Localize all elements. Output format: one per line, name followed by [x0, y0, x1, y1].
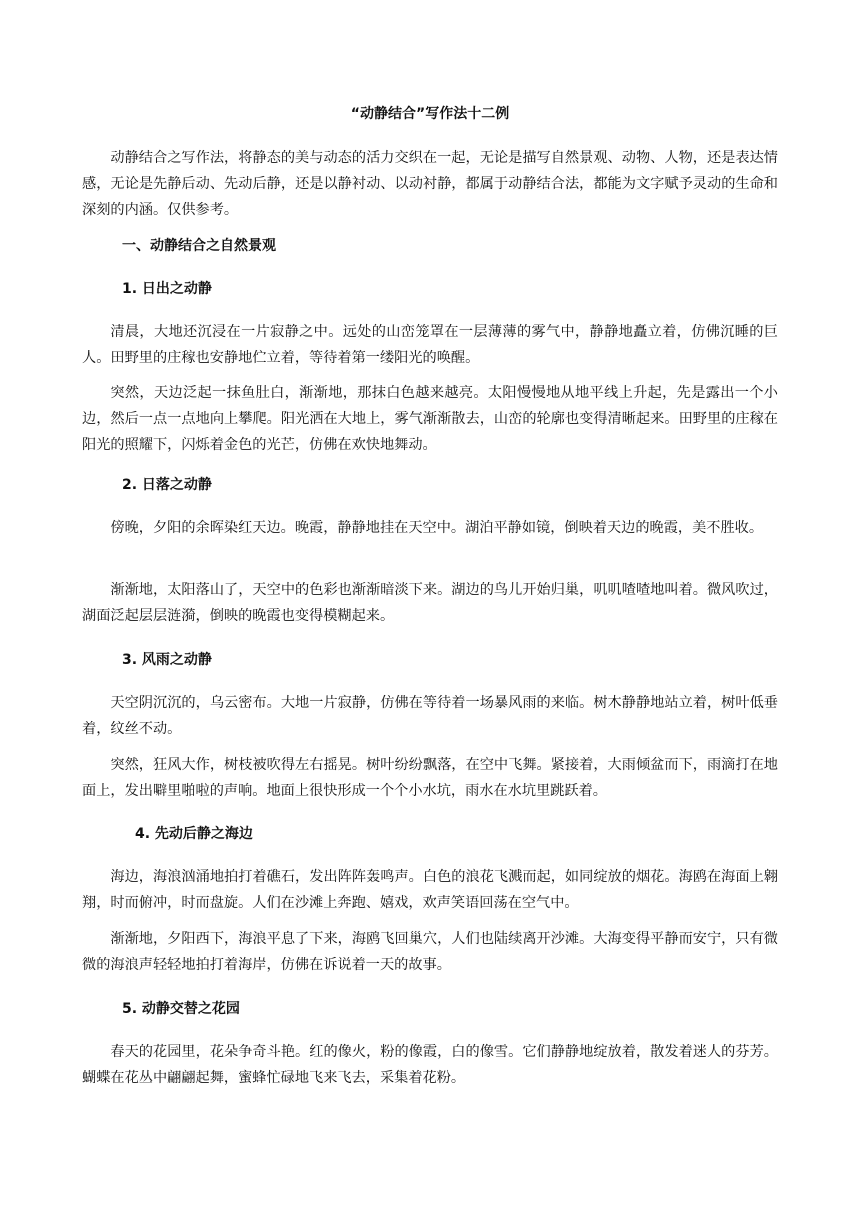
item-heading-storm: 3. 风雨之动静	[122, 652, 212, 668]
item-heading-sunrise: 1. 日出之动静	[122, 281, 212, 297]
item-heading-garden: 5. 动静交替之花园	[122, 1001, 240, 1017]
seaside-paragraph-2: 渐渐地，夕阳西下，海浪平息了下来，海鸥飞回巢穴，人们也陆续离开沙滩。大海变得平静而安宁，只有微微的海浪声轻轻地拍打着海岸，仿佛在诉说着一天的故事。	[82, 931, 778, 973]
garden-paragraph-1: 春天的花园里，花朵争奇斗艳。红的像火，粉的像霞，白的像雪。它们静静地绽放着，散发着迷人的芬芳。蝴蝶在花丛中翩翩起舞，蜜蜂忙碌地飞来飞去，采集着花粉。	[82, 1044, 778, 1086]
item-heading-seaside: 4. 先动后静之海边	[135, 826, 253, 842]
storm-paragraph-1: 天空阴沉沉的，乌云密布。大地一片寂静，仿佛在等待着一场暴风雨的来临。树木静静地站立着，树叶低垂着，纹丝不动。	[82, 695, 778, 737]
item-heading-sunset: 2. 日落之动静	[122, 477, 212, 493]
sunrise-paragraph-1: 清晨，大地还沉浸在一片寂静之中。远处的山峦笼罩在一层薄薄的雾气中，静静地矗立着，仿佛沉睡的巨人。田野里的庄稼也安静地伫立着，等待着第一缕阳光的唤醒。	[82, 324, 778, 366]
sunset-paragraph-1: 傍晚，夕阳的余晖染红天边。晚霞，静静地挂在天空中。湖泊平静如镜，倒映着天边的晚霞，美不胜收。	[110, 520, 764, 536]
sunset-paragraph-2: 渐渐地，太阳落山了，天空中的色彩也渐渐暗淡下来。湖边的鸟儿开始归巢，叽叽喳喳地叫着。微风吹过，湖面泛起层层涟漪，倒映的晚霞也变得模糊起来。	[82, 582, 778, 624]
seaside-paragraph-1: 海边，海浪汹涌地拍打着礁石，发出阵阵轰鸣声。白色的浪花飞溅而起，如同绽放的烟花。海鸥在海面上翱翔，时而俯冲，时而盘旋。人们在沙滩上奔跑、嬉戏，欢声笑语回荡在空气中。	[82, 869, 778, 911]
sunrise-paragraph-2: 突然，天边泛起一抹鱼肚白，渐渐地，那抹白色越来越亮。太阳慢慢地从地平线上升起，先是露出一个小边，然后一点一点地向上攀爬。阳光洒在大地上，雾气渐渐散去，山峦的轮廓也变得清晰起来。田野里的庄稼在阳光的照耀下，闪烁着金色的光芒，仿佛在欢快地舞动。	[82, 385, 778, 453]
document-title: “动静结合”写作法十二例	[350, 106, 510, 122]
intro-paragraph: 动静结合之写作法，将静态的美与动态的活力交织在一起，无论是描写自然景观、动物、人物，还是表达情感，无论是先静后动、先动后静，还是以静衬动、以动衬静，都属于动静结合法，都能为文字赋予灵动的生命和深刻的内涵。仅供参考。	[82, 150, 778, 218]
section-heading-natural-scenery: 一、动静结合之自然景观	[122, 238, 276, 254]
storm-paragraph-2: 突然，狂风大作，树枝被吹得左右摇晃。树叶纷纷飘落，在空中飞舞。紧接着，大雨倾盆而下，雨滴打在地面上，发出噼里啪啦的声响。地面上很快形成一个个小水坑，雨水在水坑里跳跃着。	[82, 757, 778, 799]
